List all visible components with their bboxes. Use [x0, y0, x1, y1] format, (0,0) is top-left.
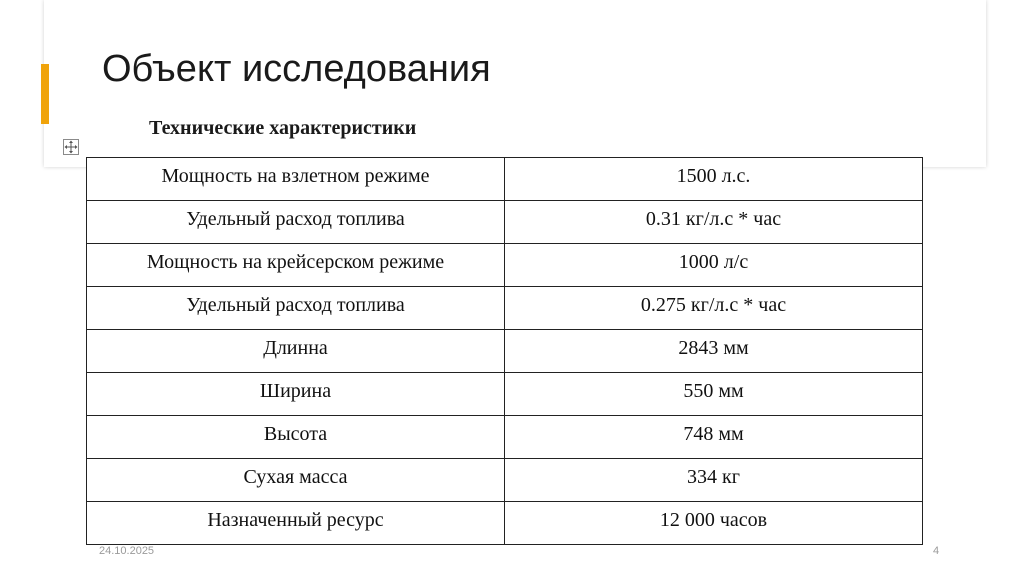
table-move-handle-icon[interactable]	[63, 139, 79, 155]
param-cell: Мощность на крейсерском режиме	[87, 244, 505, 287]
value-cell: 2843 мм	[505, 330, 923, 373]
table-row	[87, 502, 923, 545]
value-cell: 0.275 кг/л.с * час	[505, 287, 923, 330]
value-cell: 0.31 кг/л.с * час	[505, 201, 923, 244]
table-row	[87, 201, 923, 244]
value-cell: 1500 л.с.	[505, 158, 923, 201]
value-cell: 12 000 часов	[505, 502, 923, 545]
table-row	[87, 416, 923, 459]
param-cell: Ширина	[87, 373, 505, 416]
value-cell: 334 кг	[505, 459, 923, 502]
param-cell: Сухая масса	[87, 459, 505, 502]
specs-table	[86, 157, 923, 545]
value-cell: 550 мм	[505, 373, 923, 416]
table-row	[87, 287, 923, 330]
param-cell: Назначенный ресурс	[87, 502, 505, 545]
title-accent-bar	[41, 64, 49, 124]
table-row	[87, 330, 923, 373]
value-cell: 748 мм	[505, 416, 923, 459]
table-row	[87, 373, 923, 416]
table-row	[87, 158, 923, 201]
param-cell: Удельный расход топлива	[87, 201, 505, 244]
slide-page-number: 4	[933, 545, 940, 557]
param-cell: Мощность на взлетном режиме	[87, 158, 505, 201]
table-row	[87, 459, 923, 502]
table-heading: Технические характеристики	[149, 117, 417, 139]
slide-date: 24.10.2025	[99, 545, 155, 557]
value-cell: 1000 л/с	[505, 244, 923, 287]
param-cell: Высота	[87, 416, 505, 459]
param-cell: Удельный расход топлива	[87, 287, 505, 330]
param-cell: Длинна	[87, 330, 505, 373]
slide-title: Объект исследования	[102, 48, 491, 90]
table-row	[87, 244, 923, 287]
